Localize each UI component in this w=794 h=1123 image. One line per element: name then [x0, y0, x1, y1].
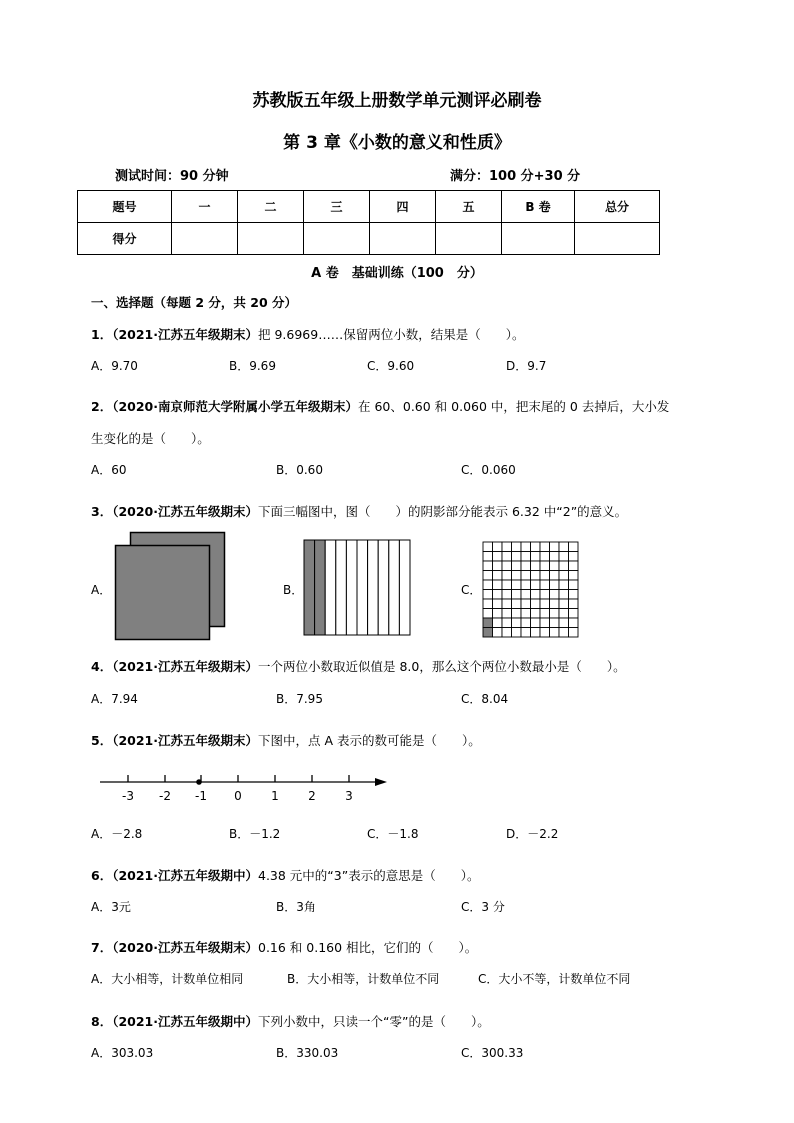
score-header-cell: 二	[238, 191, 304, 223]
option-c[interactable]: C．8.04	[461, 692, 509, 706]
score-header-cell: 四	[370, 191, 436, 223]
figure-b-strips	[302, 538, 414, 638]
grid-cell	[502, 552, 512, 562]
question-text: 一个两位小数取近似值是 8.0，那么这个两位小数最小是（ ）。	[258, 659, 626, 674]
grid-cell	[531, 628, 541, 638]
score-header-cell: 总分	[575, 191, 660, 223]
grid-cell	[502, 628, 512, 638]
number-line-label: 0	[234, 789, 242, 803]
grid-cell	[502, 599, 512, 609]
grid-cell	[531, 609, 541, 619]
option-a[interactable]: A．7.94	[91, 692, 138, 706]
part-one-heading: 一、选择题（每题 2 分，共 20 分）	[91, 295, 298, 310]
question-text: 4.38 元中的“3”表示的意思是（ ）。	[258, 868, 480, 883]
grid-cell	[502, 542, 512, 552]
grid-cell	[559, 618, 569, 628]
strip-cell	[368, 540, 379, 635]
question-text: 在 60、0.60 和 0.060 中，把末尾的 0 去掉后，大小发	[358, 399, 670, 414]
question-number: 7．	[91, 940, 113, 955]
score-row-label: 得分	[78, 223, 172, 255]
grid-cell	[521, 599, 531, 609]
grid-cell	[521, 552, 531, 562]
grid-cell	[483, 571, 493, 581]
grid-cell	[521, 571, 531, 581]
grid-cell	[559, 571, 569, 581]
grid-cell	[550, 590, 560, 600]
question-source: （2021·江苏五年级期末）	[112, 327, 258, 342]
grid-cell	[483, 580, 493, 590]
question-text: 下列小数中，只读一个“零”的是（ ）。	[258, 1014, 490, 1029]
grid-cell	[521, 580, 531, 590]
grid-cell	[493, 609, 503, 619]
question-number: 8．	[91, 1014, 113, 1029]
number-line-label: -3	[122, 789, 134, 803]
grid-cell	[559, 628, 569, 638]
page-title: 苏教版五年级上册数学单元测评必刷卷	[252, 91, 542, 111]
grid-cell	[493, 580, 503, 590]
grid-cell	[550, 628, 560, 638]
option-a[interactable]: A．－2.8	[91, 827, 143, 841]
option-c[interactable]: C．9.60	[367, 359, 415, 373]
grid-cell	[531, 599, 541, 609]
grid-cell	[550, 618, 560, 628]
grid-cell	[531, 552, 541, 562]
grid-cell	[521, 609, 531, 619]
grid-cell	[512, 542, 522, 552]
score-header-cell: 题号	[78, 191, 172, 223]
grid-cell	[531, 618, 541, 628]
score-cell[interactable]	[502, 223, 575, 255]
grid-cell	[540, 580, 550, 590]
grid-cell	[483, 561, 493, 571]
grid-cell	[569, 590, 579, 600]
number-line-label: -2	[159, 789, 171, 803]
option-c[interactable]: C．0.060	[461, 463, 516, 477]
score-cell[interactable]	[575, 223, 660, 255]
grid-cell	[559, 580, 569, 590]
option-a[interactable]: A．303.03	[91, 1046, 154, 1060]
question-2	[91, 397, 669, 415]
score-cell[interactable]	[436, 223, 502, 255]
grid-cell	[483, 599, 493, 609]
grid-cell	[569, 571, 579, 581]
grid-cell	[569, 599, 579, 609]
figure-a-squares	[112, 530, 228, 642]
strip-cell	[378, 540, 389, 635]
strip-cell	[389, 540, 400, 635]
number-line-label: 2	[308, 789, 316, 803]
grid-cell	[512, 580, 522, 590]
question-number: 3．	[91, 504, 113, 519]
grid-cell	[531, 571, 541, 581]
score-cell[interactable]	[370, 223, 436, 255]
question-number: 4．	[91, 659, 113, 674]
grid-cell	[559, 590, 569, 600]
grid-cell	[502, 580, 512, 590]
question-1	[91, 325, 524, 343]
option-b[interactable]: B．大小相等，计数单位不同	[287, 972, 440, 986]
grid-cell	[512, 590, 522, 600]
question-source: （2021·江苏五年级期末）	[112, 659, 258, 674]
question-4	[91, 657, 626, 675]
score-cell[interactable]	[304, 223, 370, 255]
option-a[interactable]: A．大小相等，计数单位相同	[91, 972, 244, 986]
question-3	[91, 502, 627, 520]
grid-cell	[569, 580, 579, 590]
strip-cell	[346, 540, 357, 635]
grid-cell	[512, 609, 522, 619]
question-source: （2020·江苏五年级期末）	[112, 504, 258, 519]
question-2-continued: 生变化的是（ ）。	[91, 431, 210, 446]
grid-cell	[521, 561, 531, 571]
grid-cell	[531, 542, 541, 552]
grid-cell	[483, 590, 493, 600]
grid-cell	[569, 561, 579, 571]
figure-c-hundred-grid	[481, 540, 581, 638]
chapter-subtitle: 第 3 章《小数的意义和性质》	[283, 133, 511, 153]
grid-cell	[502, 609, 512, 619]
number-line-label: 1	[271, 789, 279, 803]
grid-cell	[569, 552, 579, 562]
strip-cell	[304, 540, 315, 635]
grid-cell	[483, 609, 493, 619]
grid-cell	[569, 618, 579, 628]
grid-cell	[531, 561, 541, 571]
question-number: 6．	[91, 868, 113, 883]
strip-cell	[357, 540, 368, 635]
option-a[interactable]: A．	[91, 583, 112, 597]
option-d[interactable]: D．9.7	[506, 359, 547, 373]
grid-cell	[521, 590, 531, 600]
option-a[interactable]: A．3元	[91, 900, 131, 914]
strip-cell	[399, 540, 410, 635]
option-b[interactable]: B．－1.2	[229, 827, 281, 841]
question-text: 0.16 和 0.160 相比，它们的（ ）。	[258, 940, 478, 955]
grid-cell	[559, 552, 569, 562]
question-8	[91, 1012, 490, 1030]
option-c[interactable]: C．－1.8	[367, 827, 419, 841]
grid-cell	[493, 590, 503, 600]
question-source: （2020·南京师范大学附属小学五年级期末）	[112, 399, 358, 414]
question-number: 1．	[91, 327, 113, 342]
score-table-row	[78, 223, 660, 255]
option-c[interactable]: C．300.33	[461, 1046, 524, 1060]
score-header-cell: 一	[172, 191, 238, 223]
grid-cell	[493, 599, 503, 609]
question-5	[91, 731, 481, 749]
grid-cell	[483, 618, 493, 628]
test-time: 测试时间：90 分钟	[115, 169, 229, 184]
question-number: 2．	[91, 399, 113, 414]
grid-cell	[559, 542, 569, 552]
grid-cell	[540, 618, 550, 628]
grid-cell	[540, 590, 550, 600]
grid-cell	[512, 561, 522, 571]
grid-cell	[483, 542, 493, 552]
grid-cell	[483, 628, 493, 638]
option-d[interactable]: D．－2.2	[506, 827, 559, 841]
question-source: （2021·江苏五年级期末）	[112, 733, 258, 748]
option-b[interactable]: B．9.69	[229, 359, 276, 373]
grid-cell	[483, 552, 493, 562]
question-text: 把 9.6969……保留两位小数，结果是（ ）。	[258, 327, 525, 342]
grid-cell	[521, 628, 531, 638]
option-b[interactable]: B．3角	[276, 900, 316, 914]
grid-cell	[550, 599, 560, 609]
option-b[interactable]: B．0.60	[276, 463, 323, 477]
grid-cell	[512, 552, 522, 562]
question-source: （2021·江苏五年级期中）	[112, 1014, 258, 1029]
option-a[interactable]: A．60	[91, 463, 127, 477]
grid-cell	[540, 552, 550, 562]
section-a-heading: A 卷 基础训练（100 分）	[311, 266, 483, 281]
strip-cell	[336, 540, 347, 635]
grid-cell	[550, 561, 560, 571]
grid-cell	[493, 552, 503, 562]
grid-cell	[559, 609, 569, 619]
option-c[interactable]: C．3 分	[461, 900, 505, 914]
score-cell[interactable]	[238, 223, 304, 255]
grid-cell	[512, 618, 522, 628]
grid-cell	[512, 571, 522, 581]
grid-cell	[521, 542, 531, 552]
figure-b-grid	[304, 540, 410, 635]
option-c[interactable]: C．	[461, 583, 482, 597]
grid-cell	[493, 628, 503, 638]
grid-cell	[502, 561, 512, 571]
question-number: 5．	[91, 733, 113, 748]
full-score: 满分：100 分+30 分	[450, 169, 581, 184]
number-line	[95, 766, 395, 806]
score-table	[77, 190, 660, 255]
option-b[interactable]: B．330.03	[276, 1046, 339, 1060]
grid-cell	[512, 628, 522, 638]
figure-a-front-square	[116, 546, 210, 640]
grid-cell	[550, 542, 560, 552]
grid-cell	[531, 580, 541, 590]
number-line-label: -1	[195, 789, 207, 803]
grid-cell	[502, 590, 512, 600]
option-c[interactable]: C．大小不等，计数单位不同	[478, 972, 631, 986]
score-cell[interactable]	[172, 223, 238, 255]
strip-cell	[315, 540, 326, 635]
grid-cell	[502, 571, 512, 581]
question-text: 下图中，点 A 表示的数可能是（ ）。	[258, 733, 481, 748]
option-b[interactable]: B．7.95	[276, 692, 323, 706]
question-7	[91, 938, 477, 956]
grid-cell	[569, 628, 579, 638]
grid-cell	[531, 590, 541, 600]
grid-cell	[493, 561, 503, 571]
grid-cell	[550, 552, 560, 562]
grid-cell	[521, 618, 531, 628]
option-a[interactable]: A．9.70	[91, 359, 138, 373]
score-table-header-row	[78, 191, 660, 223]
grid-cell	[493, 618, 503, 628]
score-header-cell: 三	[304, 191, 370, 223]
strip-cell	[325, 540, 336, 635]
grid-cell	[540, 571, 550, 581]
option-b[interactable]: B．	[283, 583, 304, 597]
number-line-label: 3	[345, 789, 353, 803]
score-header-cell: 五	[436, 191, 502, 223]
grid-cell	[540, 542, 550, 552]
grid-cell	[550, 609, 560, 619]
question-6	[91, 866, 479, 884]
grid-cell	[559, 561, 569, 571]
grid-cell	[569, 542, 579, 552]
grid-cell	[550, 580, 560, 590]
grid-cell	[502, 618, 512, 628]
number-line-arrow	[375, 778, 387, 786]
question-source: （2021·江苏五年级期中）	[112, 868, 258, 883]
grid-cell	[569, 609, 579, 619]
grid-cell	[493, 571, 503, 581]
grid-cell	[540, 628, 550, 638]
grid-cell	[559, 599, 569, 609]
grid-cell	[540, 561, 550, 571]
question-text: 下面三幅图中，图（ ）的阴影部分能表示 6.32 中“2”的意义。	[258, 504, 628, 519]
grid-cell	[550, 571, 560, 581]
question-source: （2020·江苏五年级期末）	[112, 940, 258, 955]
grid-cell	[540, 599, 550, 609]
score-header-cell: B 卷	[502, 191, 575, 223]
grid-cell	[540, 609, 550, 619]
grid-cell	[512, 599, 522, 609]
grid-cell	[493, 542, 503, 552]
